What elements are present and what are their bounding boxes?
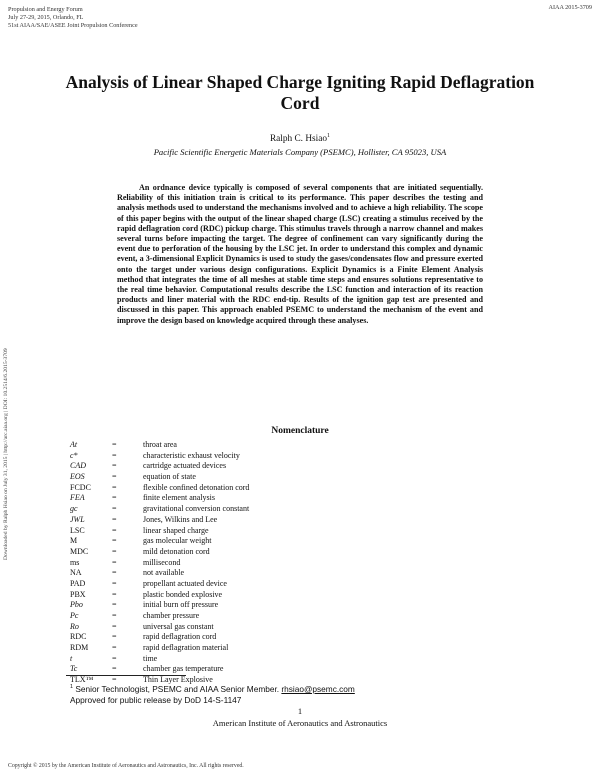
- nomenclature-equals: =: [112, 568, 117, 578]
- author-footnote-mark: 1: [327, 133, 331, 139]
- nomenclature-definition: propellant actuated device: [143, 578, 227, 588]
- nomenclature-row: [70, 600, 510, 611]
- download-watermark: [3, 300, 11, 560]
- download-note: Downloaded by Ralph Hsiao on July 31, 2015 | http://arc.aiaa.org | DOI: 10.2514/6.2015-3709: [3, 348, 9, 560]
- nomenclature-symbol: NA: [70, 568, 82, 578]
- nomenclature-row: [70, 451, 510, 462]
- abstract: An ordnance device typically is composed of several components that are initiated sequentially. Reliability of this initiation train is critical to its performance. This paper describes the testing and analysis methods used to understand the mechanisms involved and to achieve a high reliability. The scope of this paper begins with the output of the linear shaped charge (LSC) creating a stimulus received by the rapid deflagration cord (RDC) pickup charge. This stimulus travels through a narrow channel and makes several turns before impacting the target. The degree of confinement can vary significantly during the event due to perforation of the housing by the LSC jet. In order to understand this complex and dynamic event, a 3-dimensional Explicit Dynamics is used to study the gases/condensates flow and pressure exerted onto the target under various design configurations. Explicit Dynamics is a Finite Element Analysis method that integrates the time of all meshes at stable time steps and ensures solutions representative to the real time behavior. Computational results describe the LSC function and interaction of its reaction products and liner material with the RDC end-tip. Results of the ignition gap test are presented and discussed in this paper. This approach enabled PSEMC to understand the mechanism of the event and improve the design based on knowledge acquired through these analyses.: [117, 183, 483, 325]
- nomenclature-row: [70, 622, 510, 633]
- nomenclature-row: [70, 536, 510, 547]
- nomenclature-equals: =: [112, 664, 117, 674]
- nomenclature-definition: rapid deflagration cord: [143, 632, 217, 642]
- nomenclature-equals: =: [112, 440, 117, 449]
- nomenclature-equals: =: [112, 632, 117, 642]
- nomenclature-symbol: Ro: [70, 621, 79, 631]
- footnote-mark: 1: [70, 684, 74, 690]
- nomenclature-row: [70, 483, 510, 494]
- footnote: [70, 682, 355, 706]
- nomenclature-definition: linear shaped charge: [143, 525, 209, 535]
- nomenclature-definition: gravitational conversion constant: [143, 504, 250, 514]
- nomenclature-equals: =: [112, 472, 117, 482]
- nomenclature-symbol: MDC: [70, 546, 89, 556]
- nomenclature-row: [70, 515, 510, 526]
- nomenclature-symbol: RDC: [70, 632, 87, 642]
- nomenclature-symbol: M: [70, 536, 78, 546]
- nomenclature-definition: millisecond: [143, 557, 181, 567]
- nomenclature-row: [70, 632, 510, 643]
- nomenclature-equals: =: [112, 653, 117, 663]
- conference-info: [8, 6, 138, 30]
- nomenclature-row: [70, 440, 510, 451]
- nomenclature-symbol: At: [70, 440, 78, 449]
- nomenclature-row: [70, 590, 510, 601]
- nomenclature-equals: =: [112, 493, 117, 503]
- nomenclature-definition: rapid deflagration material: [143, 643, 229, 653]
- copyright-notice: Copyright © 2015 by the American Institute of Aeronautics and Astronautics, Inc. All rights reserved.: [8, 763, 244, 769]
- nomenclature-symbol: CAD: [70, 461, 86, 471]
- nomenclature-row: [70, 547, 510, 558]
- footnote-divider: [66, 675, 186, 676]
- nomenclature-row: [70, 526, 510, 537]
- nomenclature-list: [70, 440, 510, 686]
- nomenclature-row: [70, 568, 510, 579]
- footnote-text: Senior Technologist, PSEMC and AIAA Senior Member.: [75, 683, 280, 694]
- nomenclature-symbol: PAD: [70, 578, 86, 588]
- nomenclature-symbol: FCDC: [70, 482, 91, 492]
- conference-line: 51st AIAA/SAE/ASEE Joint Propulsion Conference: [8, 22, 138, 29]
- publisher-footer: American Institute of Aeronautics and Astronautics: [212, 718, 388, 728]
- approval-note: Approved for public release by DoD 14-S-1147: [70, 694, 242, 705]
- nomenclature-equals: =: [112, 461, 117, 471]
- nomenclature-row: [70, 493, 510, 504]
- nomenclature-equals: =: [112, 675, 117, 685]
- footnote-line: [70, 682, 355, 695]
- nomenclature-equals: =: [112, 611, 117, 620]
- nomenclature-symbol: EOS: [70, 472, 85, 482]
- nomenclature-definition: time: [143, 653, 158, 663]
- nomenclature-definition: initial burn off pressure: [143, 600, 219, 610]
- nomenclature-definition: mild detonation cord: [143, 546, 210, 556]
- nomenclature-symbol: LSC: [70, 525, 85, 535]
- nomenclature-symbol: RDM: [70, 643, 89, 653]
- nomenclature-definition: Jones, Wilkins and Lee: [143, 514, 218, 524]
- nomenclature-definition: chamber pressure: [143, 611, 200, 620]
- nomenclature-row: [70, 579, 510, 590]
- nomenclature-definition: cartridge actuated devices: [143, 461, 227, 471]
- paper-title: Analysis of Linear Shaped Charge Igniting Rapid Deflagration Cord: [65, 72, 535, 113]
- nomenclature-symbol: t: [70, 653, 73, 663]
- nomenclature-row: [70, 461, 510, 472]
- nomenclature-definition: universal gas constant: [143, 621, 214, 631]
- nomenclature-row: [70, 611, 510, 622]
- nomenclature-equals: =: [112, 589, 117, 599]
- nomenclature-definition: flexible confined detonation cord: [143, 482, 250, 492]
- nomenclature-equals: =: [112, 557, 117, 567]
- author-line: [60, 133, 540, 144]
- nomenclature-symbol: gc: [70, 504, 78, 514]
- author-email-link[interactable]: rhsiao@psemc.com: [281, 683, 355, 694]
- nomenclature-definition: chamber gas temperature: [143, 664, 224, 674]
- nomenclature-definition: characteristic exhaust velocity: [143, 450, 240, 460]
- nomenclature-symbol: c*: [70, 450, 78, 460]
- nomenclature-equals: =: [112, 600, 117, 610]
- nomenclature-row: [70, 558, 510, 569]
- author-name: Ralph C. Hsiao: [269, 134, 328, 145]
- nomenclature-equals: =: [112, 643, 117, 653]
- nomenclature-definition: gas molecular weight: [143, 536, 212, 546]
- nomenclature-symbol: JWL: [70, 514, 85, 524]
- nomenclature-equals: =: [112, 536, 117, 546]
- nomenclature-equals: =: [112, 450, 117, 460]
- nomenclature-definition: Thin Layer Explosive: [143, 675, 213, 685]
- nomenclature-definition: not available: [143, 568, 185, 578]
- nomenclature-symbol: FEA: [70, 493, 85, 503]
- nomenclature-definition: throat area: [143, 440, 177, 449]
- nomenclature-equals: =: [112, 621, 117, 631]
- nomenclature-equals: =: [112, 578, 117, 588]
- nomenclature-definition: finite element analysis: [143, 493, 215, 503]
- nomenclature-symbol: Pc: [70, 611, 79, 620]
- nomenclature-equals: =: [112, 482, 117, 492]
- conference-line: Propulsion and Energy Forum: [8, 6, 83, 13]
- nomenclature-symbol: Tc: [70, 664, 78, 674]
- affiliation: Pacific Scientific Energetic Materials Company (PSEMC), Hollister, CA 95023, USA: [153, 147, 447, 157]
- page-number: 1: [297, 706, 303, 716]
- nomenclature-row: [70, 472, 510, 483]
- nomenclature-row: [70, 643, 510, 654]
- nomenclature-definition: plastic bonded explosive: [143, 589, 223, 599]
- nomenclature-row: [70, 654, 510, 665]
- nomenclature-row: [70, 664, 510, 675]
- nomenclature-equals: =: [112, 525, 117, 535]
- nomenclature-symbol: Pbo: [70, 600, 83, 610]
- nomenclature-symbol: TLX™: [70, 675, 94, 685]
- nomenclature-equals: =: [112, 504, 117, 514]
- document-id: AIAA 2015-3709: [548, 4, 592, 11]
- nomenclature-definition: equation of state: [143, 472, 196, 482]
- nomenclature-equals: =: [112, 546, 117, 556]
- nomenclature-heading: Nomenclature: [271, 426, 329, 436]
- conference-line: July 27-29, 2015, Orlando, FL: [8, 14, 84, 21]
- nomenclature-symbol: PBX: [70, 589, 86, 599]
- nomenclature-symbol: ms: [70, 557, 80, 567]
- nomenclature-row: [70, 504, 510, 515]
- nomenclature-equals: =: [112, 514, 117, 524]
